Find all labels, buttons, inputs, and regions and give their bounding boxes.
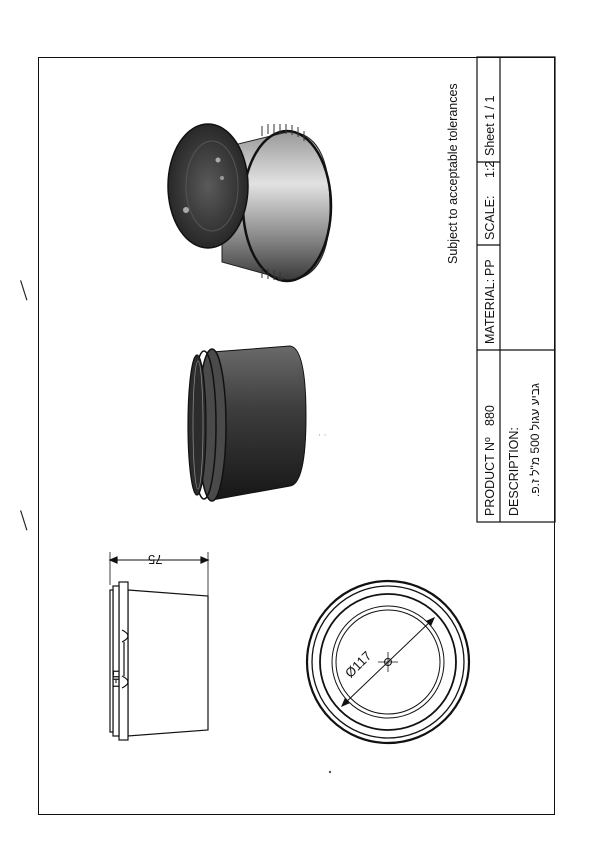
- material-value: PP: [483, 259, 497, 276]
- height-dimension: 75: [148, 552, 163, 567]
- product-number: 880: [483, 405, 497, 426]
- scale-value: 1:2: [483, 160, 497, 178]
- sheet-number: Sheet 1 / 1: [483, 95, 497, 156]
- stray-dot: [329, 771, 331, 773]
- side-elevation: [110, 552, 208, 740]
- tolerance-note: Subject to acceptable tolerances: [446, 83, 460, 264]
- description-label: DESCRIPTION:: [507, 427, 521, 516]
- margin-mark-top: ⧹: [20, 278, 28, 303]
- isometric-view-shaded: [168, 124, 331, 281]
- description-value: גביע עגול 500 מ"ל ז.פ.: [528, 383, 542, 497]
- material-label: MATERIAL:: [483, 278, 497, 344]
- diameter-dimension: Ø117: [342, 648, 375, 681]
- margin-mark-bottom: ⧹: [20, 508, 28, 533]
- perspective-view-dark: [188, 346, 327, 501]
- svg-text:· ·: · ·: [318, 431, 327, 441]
- top-view-circles: [307, 581, 469, 743]
- scale-label: SCALE:: [483, 195, 497, 240]
- product-label: PRODUCT Nº: [483, 437, 497, 516]
- lift-label: LIFT: [111, 670, 121, 689]
